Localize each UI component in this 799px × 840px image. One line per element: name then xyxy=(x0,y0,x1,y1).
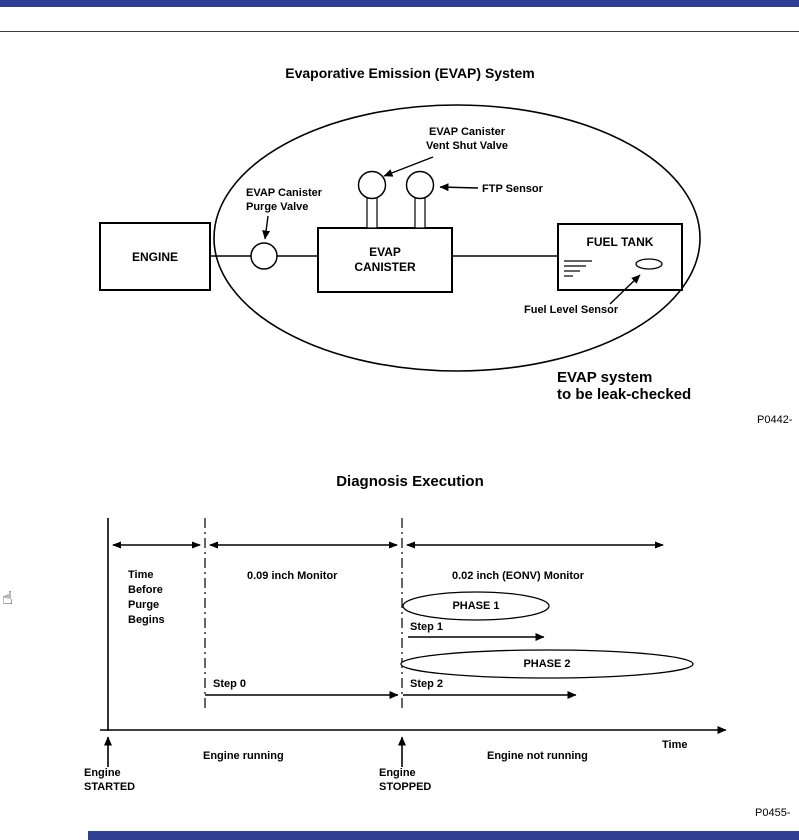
purge-valve-arrow xyxy=(265,216,268,239)
engine-stopped-label: Engine STOPPED xyxy=(379,767,432,793)
evap-canister-label: EVAP CANISTER xyxy=(354,245,416,274)
diagnosis-code-ref: P0455- xyxy=(755,807,791,819)
monitor-eonv-label: 0.02 inch (EONV) Monitor xyxy=(452,570,585,582)
phase2-label: PHASE 2 xyxy=(523,658,571,670)
engine-not-running-label: Engine not running xyxy=(487,750,588,762)
fuel-level-sensor-label: Fuel Level Sensor xyxy=(524,304,619,316)
monitor-009-label: 0.09 inch Monitor xyxy=(247,570,338,582)
span-arrow-eonv-monitor xyxy=(406,542,664,549)
diagnosis-title: Diagnosis Execution xyxy=(336,473,484,490)
step2-label: Step 2 xyxy=(410,678,444,690)
phase1-label: PHASE 1 xyxy=(452,600,500,612)
fuel-tank-box xyxy=(558,224,682,290)
span-arrow-009-monitor xyxy=(209,542,398,549)
hand-cursor-icon: ☝ xyxy=(2,588,13,608)
ftp-sensor-circle xyxy=(407,172,434,199)
step1-label: Step 1 xyxy=(410,621,444,633)
time-axis-label: Time xyxy=(662,739,688,751)
step0-label: Step 0 xyxy=(213,678,247,690)
fuel-level-sensor-ellipse xyxy=(636,259,662,269)
ftp-sensor-stem xyxy=(415,197,425,228)
span-arrow-before-purge xyxy=(112,542,201,549)
engine-running-label: Engine running xyxy=(203,750,284,762)
evap-diagram-title: Evaporative Emission (EVAP) System xyxy=(285,65,535,81)
ftp-sensor-arrow xyxy=(440,187,478,188)
purge-valve-label: EVAP Canister Purge Valve xyxy=(246,187,323,213)
vent-shut-valve-circle xyxy=(359,172,386,199)
fuel-tank-label: FUEL TANK xyxy=(586,235,654,249)
leak-check-note: EVAP system to be leak-checked xyxy=(557,369,692,403)
window-bottom-bar xyxy=(88,831,799,840)
vent-shut-valve-label: EVAP Canister Vent Shut Valve xyxy=(426,126,508,152)
engine-label: ENGINE xyxy=(131,249,178,264)
vent-valve-stem xyxy=(367,197,377,228)
ftp-sensor-label: FTP Sensor xyxy=(482,183,543,195)
engine-started-label: Engine STARTED xyxy=(84,767,136,793)
purge-valve-circle xyxy=(251,243,277,269)
evap-code-ref: P0442- xyxy=(757,414,793,426)
before-purge-label: Time Before Purge Begins xyxy=(128,569,165,626)
